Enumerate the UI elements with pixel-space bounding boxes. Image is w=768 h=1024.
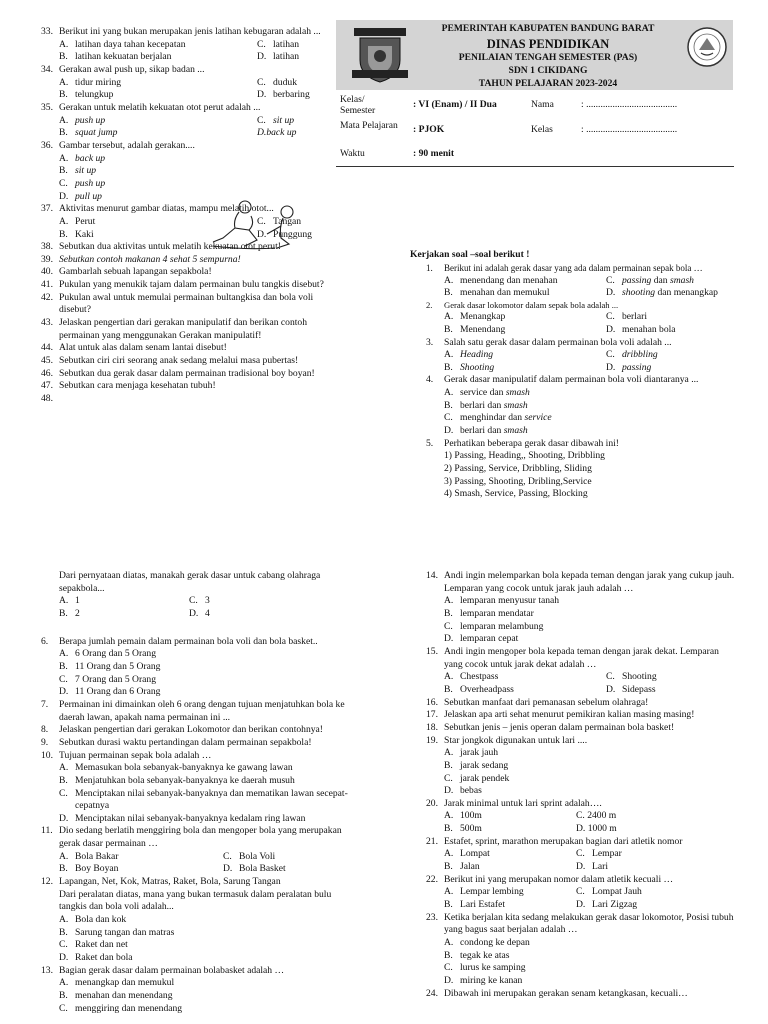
option-b: B. Boy Boyan xyxy=(59,863,119,875)
option-a: A. latihan daya tahan kecepatan xyxy=(59,38,186,50)
option-a: A. push up xyxy=(59,114,106,126)
option-a: A. jarak jauh xyxy=(444,747,499,759)
kelas-value: : VI (Enam) / II Dua xyxy=(413,99,497,110)
option-a: A. menendang dan menahan xyxy=(444,274,558,286)
question-7: 7. Permainan ini dimainkan oleh 6 orang dengan tujuan menjatuhkan bola ke daerah lawan, apakah nama permainan ini ... xyxy=(41,698,345,723)
option-d: D. 11 Orang dan 6 Orang xyxy=(59,686,161,698)
option-b: B. latihan kekuatan berjalan xyxy=(59,51,172,63)
option-d: D. lemparan cepat xyxy=(444,633,519,645)
column-b xyxy=(410,249,740,501)
option-b: B. jarak sedang xyxy=(444,759,509,771)
option-c: C. dribbling xyxy=(606,349,658,361)
semester-label: Semester xyxy=(340,105,376,116)
option-c: C. 3 xyxy=(189,595,210,607)
option-b: B. Sarung tangan dan matras xyxy=(59,926,175,938)
option-d: D. shooting dan menangkap xyxy=(606,287,718,299)
header-exam-title: PENILAIAN TENGAH SEMESTER (PAS) xyxy=(458,52,638,63)
option-d: D. Lari Zigzag xyxy=(576,899,638,911)
option-d: D. bebas xyxy=(444,785,482,797)
option-c: C. menggiring dan menendang xyxy=(59,1002,183,1014)
option-a: A. Heading xyxy=(444,349,494,361)
option-a: A. 1 xyxy=(59,595,80,607)
header-agency: DINAS PENDIDIKAN xyxy=(486,37,610,51)
option-a: A. tidur miring xyxy=(59,76,122,88)
kelas2-label: Kelas xyxy=(531,124,553,135)
option-a: A. Memasukan bola sebanyak-banyaknya ke gawang lawan xyxy=(59,762,293,774)
essay-question: 40. Gambarlah sebuah lapangan sepakbola! xyxy=(41,266,212,278)
question-13: 13. Bagian gerak dasar dalam permainan bolabasket adalah … xyxy=(41,964,285,976)
option-a: A. condong ke depan xyxy=(444,937,530,949)
question-9: 9. Sebutkan durasi waktu pertandingan dalam permainan sepakbola! xyxy=(41,736,312,748)
option-c: C. 2400 m xyxy=(576,810,617,822)
question-8: 8. Jelaskan pengertian dari gerakan Lokomotor dan berikan contohnya! xyxy=(41,724,323,736)
option-c: C. lurus ke samping xyxy=(444,962,526,974)
option-a: A. Bola dan kok xyxy=(59,914,127,926)
essay-question: 46. Sebutkan dua gerak dasar dalam permainan tradisional boy boyan! xyxy=(41,367,315,379)
option-d: D. Bola Basket xyxy=(223,863,286,875)
option-b: B. Kaki xyxy=(59,228,94,240)
option-b: B. menahan dan memukul xyxy=(444,287,550,299)
option-c: C. passing dan smash xyxy=(606,274,694,286)
option-b: B. Menendang xyxy=(444,323,506,335)
option-b: B. Shooting xyxy=(444,361,495,373)
question-2: 2. Gerak dasar lokomotor dalam sepak bola adalah ... xyxy=(426,299,619,310)
question-20: 20. Jarak minimal untuk lari sprint adalah…. xyxy=(426,797,602,809)
option-a: A. lemparan menyusur tanah xyxy=(444,595,560,607)
nama-field[interactable]: : ...................................... xyxy=(581,99,678,110)
option-d: D. Sidepass xyxy=(606,683,656,695)
question-36: 36. Gambar tersebut, adalah gerakan.... xyxy=(41,139,195,151)
question-33: 33. Berikut ini yang bukan merupakan jenis latihan kebugaran adalah ... xyxy=(41,26,321,37)
header-divider xyxy=(336,166,734,167)
sit-up-illustration-icon xyxy=(205,198,305,254)
instruction-text: Kerjakan soal –soal berikut ! xyxy=(410,249,530,260)
option-c: C. Lempar xyxy=(576,848,622,860)
question-22: 22. Berikut ini yang merupakan nomor dalam atletik kecuali … xyxy=(426,873,674,885)
column-d xyxy=(426,570,738,1000)
kelas-label: Kelas/ xyxy=(340,94,365,105)
option-d: D.back up xyxy=(257,127,297,139)
statement-4: 4) Smash, Service, Passing, Blocking xyxy=(444,488,588,500)
question-5-continued: Dari pernyataan diatas, manakah gerak dasar untuk cabang olahraga sepakbola... xyxy=(59,570,321,594)
statement-1: 1) Passing, Heading,, Shooting, Dribbling xyxy=(444,450,605,462)
q5-statement-list xyxy=(426,450,740,501)
option-b: B. 11 Orang dan 5 Orang xyxy=(59,660,161,672)
option-c: C. 7 Orang dan 5 Orang xyxy=(59,673,156,685)
question-1: 1. Berikut ini adalah gerak dasar yang ada dalam permainan sepak bola … xyxy=(426,262,703,273)
waktu-label: Waktu xyxy=(340,148,365,159)
option-b: B. Overheadpass xyxy=(444,683,514,695)
essay-question: 38. Sebutkan dua aktivitas untuk melatih kekuatan otot perut! xyxy=(41,241,281,253)
option-c: C. Bola Voli xyxy=(223,850,276,862)
question-12: 12. Lapangan, Net, Kok, Matras, Raket, Bola, Sarung Tangan xyxy=(41,876,281,888)
option-a: A. Chestpass xyxy=(444,671,499,683)
option-c: C. Lompat Jauh xyxy=(576,886,642,898)
option-d: D. Punggung xyxy=(257,228,312,240)
essay-question: 17. Jelaskan apa arti sehat menurut pemikiran kalian masing masing! xyxy=(426,709,695,721)
question-34: 34. Gerakan awal push up, sikap badan ... xyxy=(41,63,205,75)
question-3: 3. Salah satu gerak dasar dalam permainan bola voli adalah ... xyxy=(426,336,672,348)
column-c xyxy=(41,570,361,1015)
essay-question: 47. Sebutkan cara menjaga kesehatan tubuh! xyxy=(41,380,216,392)
option-a: A. Bola Bakar xyxy=(59,850,119,862)
option-a: A. 100m xyxy=(444,810,482,822)
option-d: D. passing xyxy=(606,361,652,373)
option-b: B. sit up xyxy=(59,165,97,177)
option-a: A. service dan smash xyxy=(444,387,530,399)
option-b: B. squat jump xyxy=(59,127,118,139)
question-19: 19. Star jongkok digunakan untuk lari .... xyxy=(426,734,588,746)
mapel-value: : PJOK xyxy=(413,124,445,135)
question-12-detail: Dari peralatan diatas, mana yang bukan termasuk dalam peralatan bulu tangkis dan bola voli adalah... xyxy=(59,888,332,913)
header-government: PEMERINTAH KABUPATEN BANDUNG BARAT xyxy=(441,23,655,34)
option-c: C. Shooting xyxy=(606,671,657,683)
option-c: C. Tangan xyxy=(257,215,302,227)
header-year: TAHUN PELAJARAN 2023-2024 xyxy=(478,78,618,89)
option-a: A. Lompat xyxy=(444,848,490,860)
essay-question: 44. Alat untuk alas dalam senam lantai disebut! xyxy=(41,342,227,354)
option-b: B. Jalan xyxy=(444,861,480,873)
option-b: B. lemparan mendatar xyxy=(444,607,534,619)
option-c: C. jarak pendek xyxy=(444,772,510,784)
question-5: 5. Perhatikan beberapa gerak dasar dibawah ini! xyxy=(426,437,620,449)
option-b: B. Lari Estafet xyxy=(444,899,506,911)
option-d: D. miring ke kanan xyxy=(444,975,523,986)
essay-question: 18. Sebutkan jenis – jenis operan dalam permainan bola basket! xyxy=(426,721,675,733)
option-b: B. 2 xyxy=(59,607,80,619)
option-c: C. Raket dan net xyxy=(59,939,128,951)
option-b: B. menahan dan menendang xyxy=(59,990,173,1001)
essay-question: 16. Sebutkan manfaat dari pemanasan sebelum olahraga! xyxy=(426,696,649,708)
option-b: B. telungkup xyxy=(59,89,114,101)
nama-label: Nama xyxy=(531,99,554,110)
header-school: SDN 1 CIKIDANG xyxy=(508,65,588,76)
option-a: A. menangkap dan memukul xyxy=(59,977,175,989)
option-d: D. pull up xyxy=(59,190,102,202)
option-b: B. berlari dan smash xyxy=(444,399,528,411)
essay-question: 42. Pukulan awal untuk memulai permainan bultangkisa dan bola voli disebut? xyxy=(41,291,314,316)
option-c: C. berlari xyxy=(606,311,648,323)
option-d: D. Menciptakan nilai sebanyak-banyaknya kedalam ring lawan xyxy=(59,812,306,824)
option-c: C. menghindar dan service xyxy=(444,412,552,424)
option-a: A. Lempar lembing xyxy=(444,886,524,898)
option-c: C. duduk xyxy=(257,76,297,88)
tut-wuri-handayani-logo-icon xyxy=(686,26,728,68)
question-37: 37. Aktivitas menurut gambar diatas, mampu melatih otot... xyxy=(41,203,274,215)
option-c: C. sit up xyxy=(257,114,295,126)
statement-3: 3) Passing, Shooting, Dribling,Service xyxy=(444,475,592,487)
option-d: D. latihan xyxy=(257,51,300,63)
option-d: D. 1000 m xyxy=(576,823,617,835)
question-15: 15. Andi ingin mengoper bola kepada teman dengan jarak dekat. Lemparan yang cocok untuk jarak dekat adalah … xyxy=(426,645,719,670)
statement-2: 2) Passing, Service, Dribbling, Sliding xyxy=(444,463,592,475)
question-11: 11. Dio sedang berlatih menggiring bola dan mengoper bola yang merupakan gerak dasar permainan … xyxy=(41,825,342,850)
option-d: D. berbaring xyxy=(257,89,310,101)
question-23: 23. Ketika berjalan kita sedang melakukan gerak dasar lokomotor, Posisi tubuh yang bagus saat berjalan adalah … xyxy=(426,911,734,936)
option-c: C. push up xyxy=(59,177,106,189)
option-d: D. Lari xyxy=(576,861,608,873)
option-d: D. Raket dan bola xyxy=(59,952,133,964)
option-a: A. back up xyxy=(59,152,106,164)
essay-list-d xyxy=(426,697,738,735)
option-b: B. tegak ke atas xyxy=(444,949,510,961)
question-14: 14. Andi ingin melemparkan bola kepada teman dengan jarak yang cukup jauh. Lemparan yang cocok untuk jarak jauh adalah … xyxy=(426,570,735,594)
option-c: C. Menciptakan nilai sebanyak-banyaknya dan mematikan lawan secepat-cepatnya xyxy=(59,787,348,812)
question-35: 35. Gerakan untuk melatih kekuatan otot perut adalah ... xyxy=(41,101,261,113)
option-d: D. berlari dan smash xyxy=(444,425,528,437)
essay-question: 45. Sebutkan ciri ciri seorang anak sedang melalui masa pubertas! xyxy=(41,355,299,367)
option-a: A. Menangkap xyxy=(444,311,506,323)
option-a: A. 6 Orang dan 5 Orang xyxy=(59,648,156,660)
question-6: 6. Berapa jumlah pemain dalam permainan bola voli dan bola basket.. xyxy=(41,635,318,647)
question-10: 10. Tujuan permainan sepak bola adalah … xyxy=(41,749,212,761)
essay-question: 41. Pukulan yang menukik tajam dalam permainan bulu tangkis disebut? xyxy=(41,279,324,291)
option-d: D. 4 xyxy=(189,607,210,619)
option-a: A. Perut xyxy=(59,215,96,227)
kelas-field[interactable]: : ...................................... xyxy=(581,124,678,135)
option-c: C. latihan xyxy=(257,38,300,50)
option-d: D. menahan bola xyxy=(606,323,676,335)
option-b: B. Menjatuhkan bola sebanyak-banyaknya ke daerah musuh xyxy=(59,774,295,786)
mapel-label: Mata Pelajaran xyxy=(340,120,398,131)
option-c: C. lemparan melambung xyxy=(444,620,544,632)
question-21: 21. Estafet, sprint, marathon merupakan bagian dari atletik nomor xyxy=(426,835,683,847)
option-b: B. 500m xyxy=(444,823,482,835)
waktu-value: : 90 menit xyxy=(413,148,455,159)
question-4: 4. Gerak dasar manipulatif dalam permainan bola voli diantaranya ... xyxy=(426,374,699,386)
essay-list-a: 38. Sebutkan dua aktivitas untuk melatih kekuatan otot perut! 39. Sebutkan contoh makanan 4 sehat 5 sempurna! 40. Gambarlah sebuah lapangan sepakbola! 41. Pukulan yang menukik tajam dalam permainan bulu tangkis disebut? 42. Pukulan awal untuk memulai permainan bultangkisa dan bola voli disebut? 43. Jelaskan pengertian dari gerakan manipulatif dan berikan contoh permainan yang menggunakan Gerakan manipulatif! 44. Alat untuk alas dalam senam lantai disebut! 45. Sebutkan ciri ciri seorang anak sedang melalui masa pubertas! 46. Sebutkan dua gerak dasar dalam permainan tradisional boy boyan! 47. Sebutkan cara menjaga kesehatan tubuh! 48. xyxy=(41,241,337,393)
essay-question: 43. Jelaskan pengertian dari gerakan manipulatif dan berikan contoh permainan yang menggunakan Gerakan manipulatif! xyxy=(41,317,308,341)
question-24: 24. Dibawah ini merupakan gerakan senam ketangkasan, kecuali… xyxy=(426,987,688,999)
essay-question: 39. Sebutkan contoh makanan 4 sehat 5 sempurna! xyxy=(41,253,241,265)
